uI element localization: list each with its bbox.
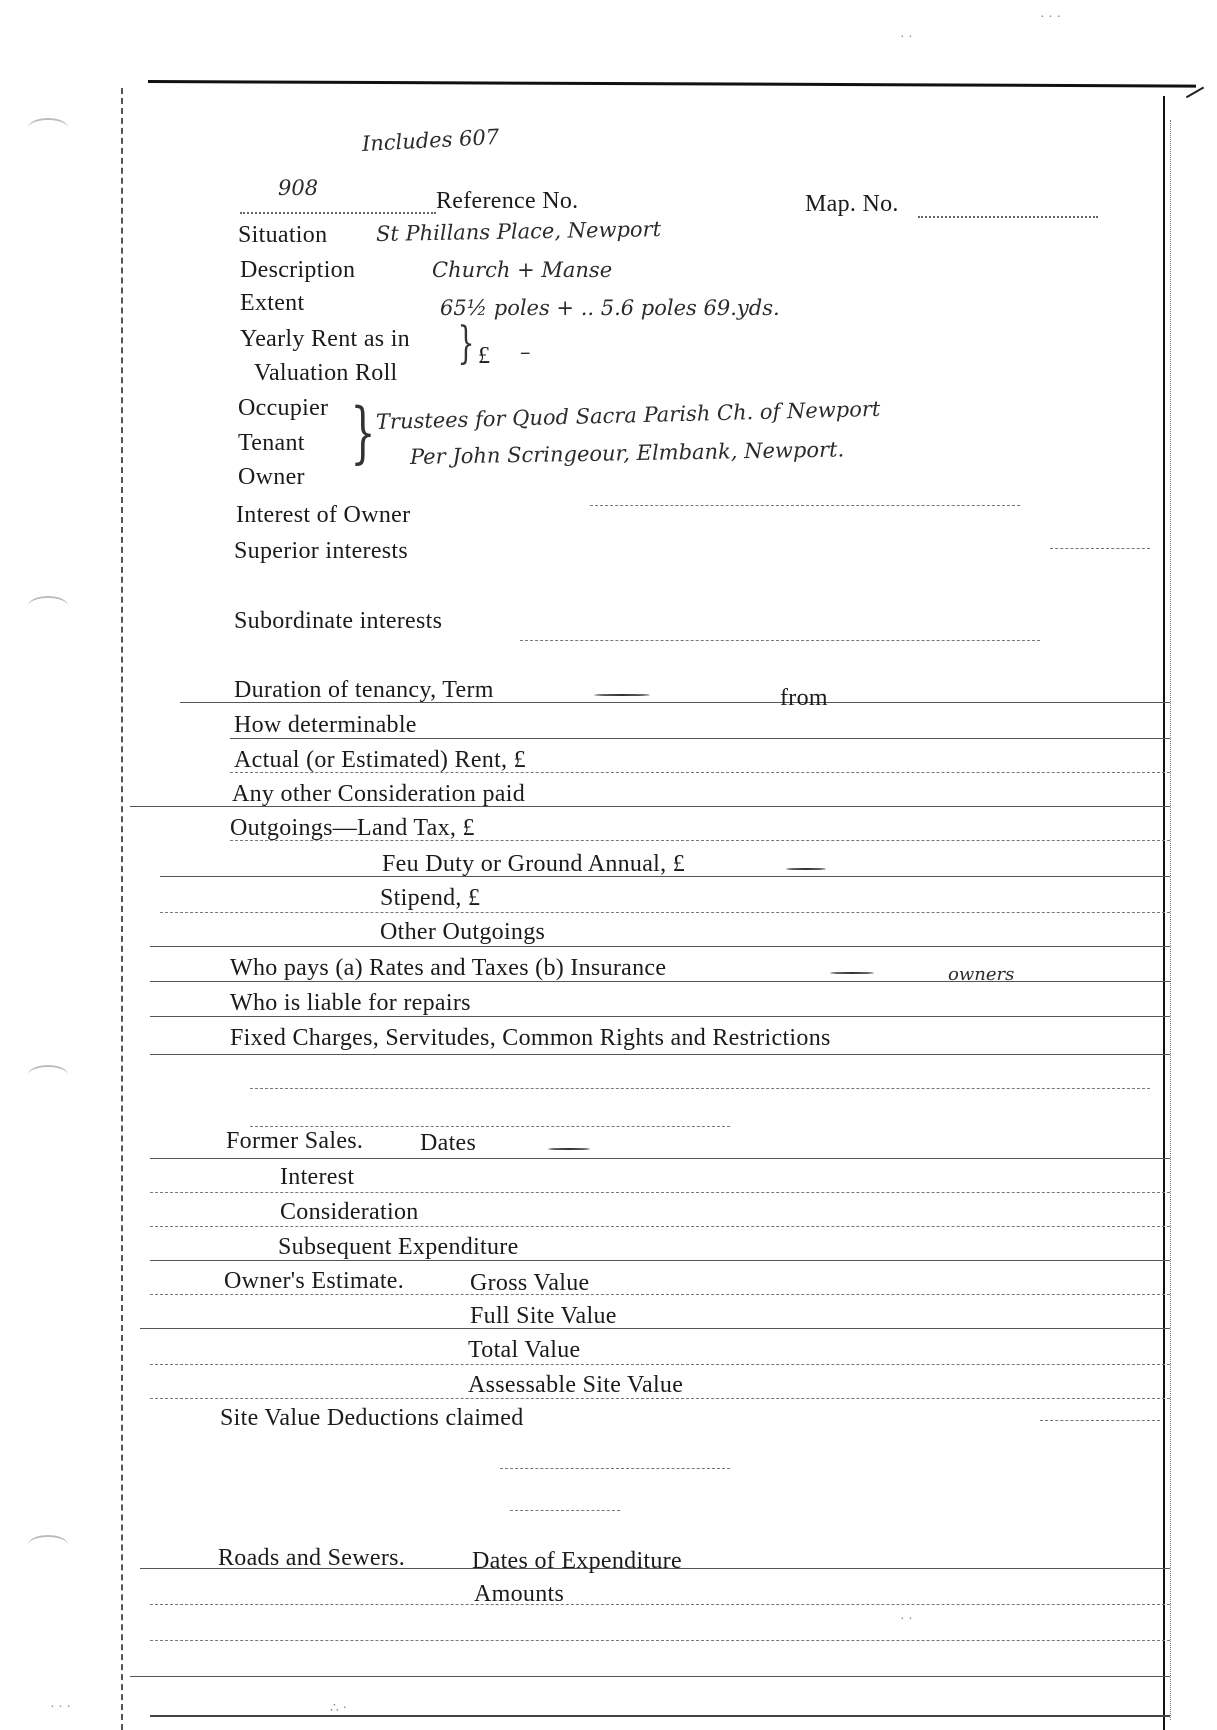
dash-mark [548,1148,590,1150]
tenant-label: Tenant [238,430,305,456]
reference-no-label: Reference No. [436,188,579,214]
handwritten-insurance: owners [948,964,1015,985]
rent-pound-sign: £ [478,343,491,369]
outgoings-label: Outgoings—Land Tax, £ [230,815,475,841]
assessable-site-value-label: Assessable Site Value [468,1372,684,1398]
other-outgoings-label: Other Outgoings [380,919,546,945]
page-right-border [1163,96,1165,1730]
punch-hole-mark [28,596,68,616]
scan-speck: · · [900,1612,913,1627]
handwritten-includes-note: Includes 607 [361,124,500,156]
former-sales-dates-label: Dates [420,1130,477,1156]
description-label: Description [240,257,356,283]
who-pays-label: Who pays (a) Rates and Taxes (b) Insurance [230,955,667,981]
scan-speck: ∴ · [330,1701,348,1716]
interest-of-owner-label: Interest of Owner [236,502,411,528]
occupier-label: Occupier [238,395,329,421]
dash-mark [830,972,874,974]
page-right-edge [1170,120,1171,1720]
ruled-line [130,1676,1170,1677]
how-determinable-label: How determinable [234,712,417,738]
site-value-deductions-label: Site Value Deductions claimed [220,1405,524,1431]
occupier-brace: } [350,394,376,471]
bottom-rule [150,1715,1170,1717]
yearly-rent-label: Yearly Rent as in [240,326,410,352]
roads-sewers-label: Roads and Sewers. [218,1545,406,1571]
map-no-label: Map. No. [805,191,899,217]
ruled-line [140,1328,1170,1329]
page-top-border [148,80,1196,88]
ruled-line [150,1640,1170,1641]
former-sales-label: Former Sales. [226,1128,364,1154]
situation-label: Situation [238,222,328,248]
subordinate-interests-label: Subordinate interests [234,608,443,634]
ruled-line [150,1364,1170,1365]
ruled-line [150,1604,1170,1605]
map-dotted-line [918,216,1098,218]
handwritten-situation: St Phillans Place, Newport [375,217,662,246]
valuation-roll-label: Valuation Roll [254,360,398,386]
scan-speck: · · · [1040,10,1061,25]
stipend-label: Stipend, £ [380,885,481,911]
total-value-label: Total Value [468,1337,581,1363]
owners-estimate-label: Owner's Estimate. [224,1268,405,1294]
duration-label: Duration of tenancy, Term [234,677,494,703]
interest-label: Interest [280,1164,355,1190]
faint-line [590,505,1020,506]
punch-hole-mark [28,118,68,138]
fixed-charges-label: Fixed Charges, Servitudes, Common Rights and Restrictions [230,1025,831,1051]
consideration-label: Consideration [280,1199,419,1225]
handwritten-description: Church + Manse [432,258,613,282]
rent-brace: } [457,318,475,369]
superior-interests-label: Superior interests [234,538,409,564]
punch-hole-mark [28,1065,68,1085]
faint-line [1050,548,1150,549]
full-site-value-label: Full Site Value [470,1303,617,1329]
corner-fold [1186,86,1214,115]
extent-label: Extent [240,290,305,316]
who-liable-label: Who is liable for repairs [230,990,471,1016]
handwritten-rent: – [520,340,531,364]
faint-line [520,640,1040,641]
dash-mark [786,868,826,870]
handwritten-occupier-line1: Trustees for Quod Sacra Parish Ch. of Newport [375,396,881,434]
faint-line [250,1126,730,1127]
ruled-line [150,1158,1170,1159]
faint-line [500,1468,730,1469]
scan-speck: · · · [50,1700,71,1715]
faint-line [250,1088,1150,1089]
handwritten-extent: 65½ poles + .. 5.6 poles 69.yds. [440,296,780,320]
page-left-perforation [121,88,123,1730]
amounts-label: Amounts [474,1581,565,1607]
gross-value-label: Gross Value [470,1270,590,1296]
actual-rent-label: Actual (or Estimated) Rent, £ [234,747,526,773]
dates-of-expenditure-label: Dates of Expenditure [472,1548,682,1574]
handwritten-reference-no: 908 [278,176,319,200]
other-consideration-label: Any other Consideration paid [232,781,526,807]
faint-line [1040,1420,1160,1421]
dash-mark [594,694,650,696]
owner-label: Owner [238,464,305,490]
feu-duty-label: Feu Duty or Ground Annual, £ [382,851,686,877]
scan-speck: · · [900,30,913,45]
from-label: from [780,685,828,711]
handwritten-occupier-line2: Per John Scringeour, Elmbank, Newport. [409,437,845,469]
ruled-line [150,946,1170,947]
ruled-line [150,1192,1170,1193]
ruled-line [160,912,1170,913]
punch-hole-mark [28,1535,68,1555]
faint-line [510,1510,620,1511]
subsequent-expenditure-label: Subsequent Expenditure [278,1234,519,1260]
reference-dotted-line [240,212,436,214]
ruled-line [150,1226,1170,1227]
ruled-line [150,1054,1170,1055]
